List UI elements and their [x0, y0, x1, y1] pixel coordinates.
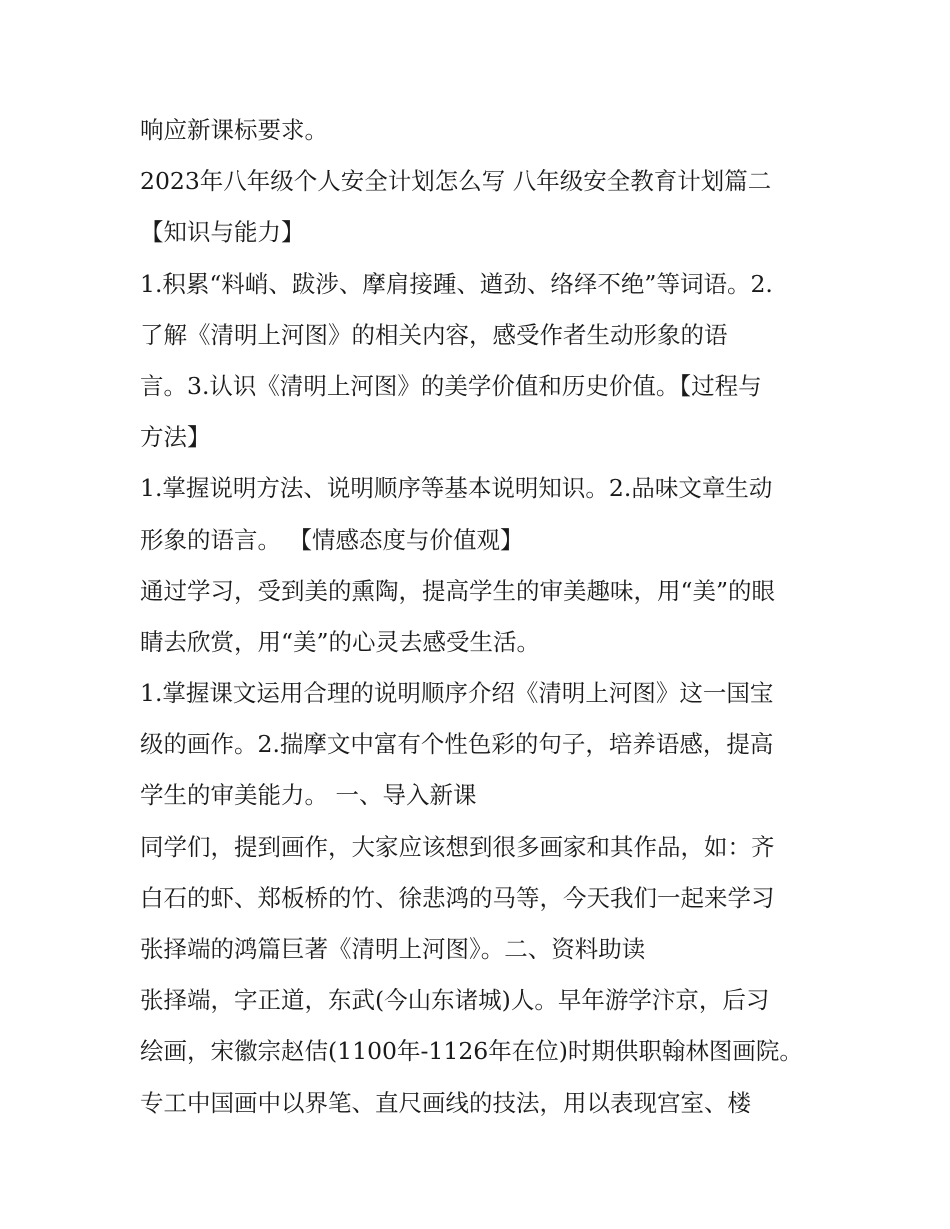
text-line: 级的画作。2.揣摩文中富有个性色彩的句子，培养语感，提高 — [140, 730, 774, 759]
text-line: 专工中国画中以界笔、直尺画线的技法，用以表现宫室、楼 — [140, 1088, 751, 1117]
text-line: 1.积累“料峭、跋涉、摩肩接踵、遒劲、络绎不绝”等词语。2. — [140, 269, 773, 298]
text-line: 白石的虾、郑板桥的竹、徐悲鸿的马等，今天我们一起来学习 — [140, 883, 775, 912]
text-line: 同学们，提到画作，大家应该想到很多画家和其作品，如：齐 — [140, 832, 775, 861]
text-line: 方法】 — [140, 423, 211, 452]
text-line: 学生的审美能力。 一、导入新课 — [140, 781, 477, 810]
text-line: 1.掌握说明方法、说明顺序等基本说明知识。2.品味文章生动 — [140, 474, 773, 503]
text-line: 言。3.认识《清明上河图》的美学价值和历史价值。【过程与 — [140, 371, 762, 400]
text-line: 张择端，字正道，东武(今山东诸城)人。早年游学汴京，后习 — [140, 986, 770, 1015]
text-line: 绘画，宋徽宗赵佶(1100年-1126年在位)时期供职翰林图画院。 — [140, 1037, 803, 1066]
text-line: 形象的语言。 【情感态度与价值观】 — [140, 525, 524, 554]
text-line: 2023年八年级个人安全计划怎么写 八年级安全教育计划篇二 — [140, 167, 772, 196]
document-body — [140, 105, 820, 1129]
text-line: 睛去欣赏，用“美”的心灵去感受生活。 — [140, 627, 541, 656]
text-line: 通过学习，受到美的熏陶，提高学生的审美趣味，用“美”的眼 — [140, 576, 776, 605]
text-line: 1.掌握课文运用合理的说明顺序介绍《清明上河图》这一国宝 — [140, 679, 774, 708]
text-line: 了解《清明上河图》的相关内容，感受作者生动形象的语 — [140, 320, 728, 349]
text-line: 【知识与能力】 — [140, 218, 305, 247]
text-line: 张择端的鸿篇巨著《清明上河图》。二、资料助读 — [140, 935, 646, 963]
text-line: 响应新课标要求。 — [140, 116, 328, 144]
